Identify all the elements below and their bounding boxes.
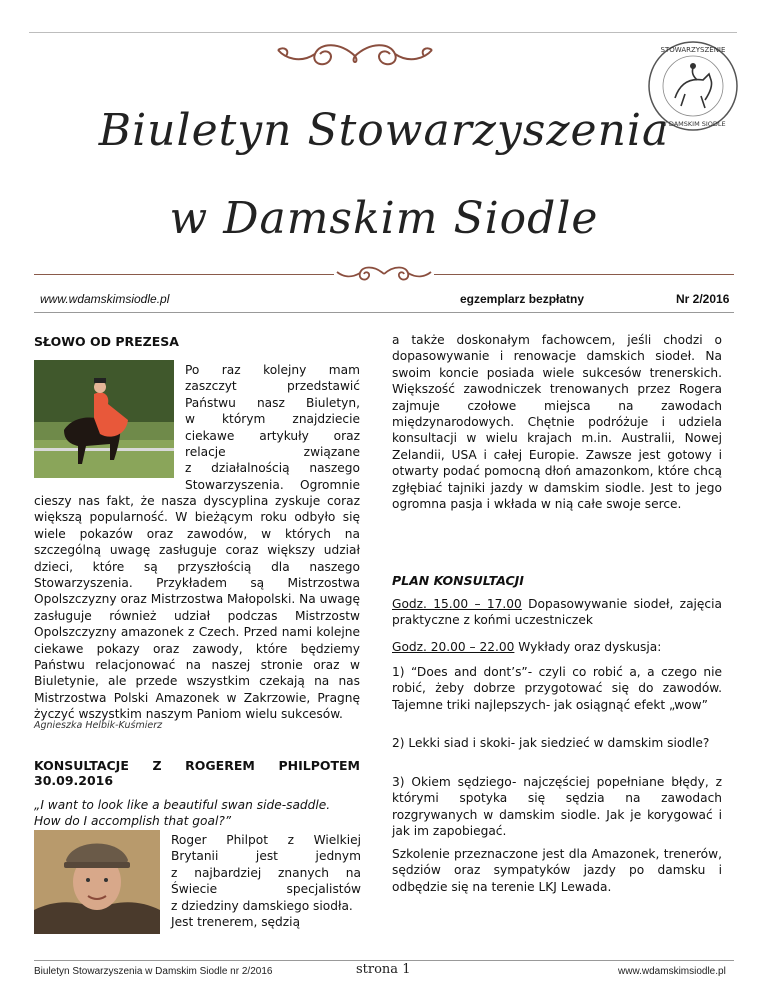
newsletter-title-line2: w Damskim Siodle <box>169 193 599 244</box>
consultation-heading <box>34 758 360 788</box>
intro-line: relacje związane <box>185 445 360 460</box>
slot1-time: Godz. 15.00 – 17.00 <box>392 597 522 611</box>
svg-text:W DAMSKIM SIODLE: W DAMSKIM SIODLE <box>660 120 726 128</box>
slot1-desc: Dopasowywanie siodeł, zajęcia praktyczne z końmi uczestniczek <box>392 597 722 628</box>
plan-item-1: 1) “Does and dont’s”- czyli co robić a, a czego nie robić, żeby dobrze przygotować się do zawodów. Tajemne triki najlepszych- jak osiągnąć efekt „wow” <box>392 665 722 712</box>
plan-item-2: 2) Lekki siad i skoki- jak siedzieć w damskim siodle? <box>392 736 710 750</box>
roger-portrait-photo <box>34 830 160 934</box>
footer-publication: Biuletyn Stowarzyszenia w Damskim Siodle nr 2/2016 <box>34 966 273 977</box>
intro-line: ciekawe artykuły oraz <box>185 428 360 443</box>
president-intro-indented <box>185 362 360 493</box>
top-border <box>29 32 737 33</box>
plan-slot-2 <box>392 639 722 655</box>
roger-continuation: a także doskonałym fachowcem, jeśli chodzi o dopasowywanie i renowacje damskich siodeł. Na swoim koncie posiada wiele sukcesów trenerskich. Większość zawodniczek trenowanych przez Rogera zajmuje czołowe miejsca na zawodach międzynarodowych. Chętnie podróżuje i udziela konsultacji w wielu krajach m.in. Australii, Nowej Zelandii, USA i całej Europie. Zawsze jest gotowy i otwarty podać pomocną dłoń amazonkom, które chcą zgłębiać tajniki jazdy w damskim siodle. Jest to jego ogromna pasja i wkłada w nią całe swoje serce. <box>392 333 722 512</box>
president-letter-body: cieszy nas fakt, że nasza dyscyplina zyskuje coraz większą popularność. W bieżącym roku odbyło się wiele pokazów oraz zawodów, w których na szczególną uwagę zasługuje coraz większy udział dzieci, które są przyszłością dla naszego Stowarzyszenia. Przykładem są Mistrzostwa Opolszczyzny oraz Mistrzostwa Małopolski. Na uwagę zasługuje również udział podczas Mistrzostw Opolszczyzny amazonek z Czech. Przed nami kolejne ciekawe pokazy oraz zawody, które będziemy Państwu relacjonować na naszej stronie oraz w Biuletynie, ale przede wszystkim czekają na nas Mistrzostwa Polski Amazonek w Zakrzowie, Pragnę życzyć wszystkim naszym Paniom wielu sukcesów. <box>34 494 360 722</box>
website-link[interactable]: www.wdamskimsiodle.pl <box>40 292 170 306</box>
rider-photo <box>34 360 174 478</box>
plan-closing: Szkolenie przeznaczone jest dla Amazonek, trenerów, sędziów oraz sympatyków jazdy po damsku i odbędzie się na terenie LKJ Lewada. <box>392 847 722 894</box>
slot2-time: Godz. 20.00 – 22.00 <box>392 640 515 654</box>
intro-line: w którym znajdziecie <box>185 412 360 427</box>
intro-line: z działalnością naszego <box>185 461 360 476</box>
newsletter-title-line1: Biuletyn Stowarzyszenia <box>98 105 670 156</box>
intro-line: Państwu nasz Biuletyn, <box>185 395 360 410</box>
roger-quote: „I want to look like a beautiful swan side-saddle. How do I accomplish that goal?” <box>34 798 331 829</box>
roger-line: z dziedziny damskiego siodła. <box>171 898 353 913</box>
roger-line: Roger Philpot z Wielkiej <box>171 833 361 847</box>
left-column <box>34 334 360 349</box>
roger-line: Świecie specjalistów <box>171 882 361 897</box>
section-title-consultation: KONSULTACJE Z ROGEREM PHILPOTEM <box>34 758 360 773</box>
plan-slot-1 <box>392 596 722 629</box>
free-copy-label: egzemplarz bezpłatny <box>460 292 585 306</box>
plan-item-3: 3) Okiem sędziego- najczęściej popełniane błędy, z którymi spotyka się sędzia na zawodach rozgrywanych w damskim siodle. Jak je korygować i jak im zapobiegać. <box>392 775 722 839</box>
meta-divider <box>34 312 734 313</box>
section-title-president: SŁOWO OD PREZESA <box>34 334 179 349</box>
roger-line: Jest trenerem, sędzią <box>171 915 301 930</box>
issue-number: Nr 2/2016 <box>676 292 730 306</box>
footer-divider <box>34 960 734 961</box>
intro-line: zaszczyt przedstawić <box>185 379 360 394</box>
intro-line: Po raz kolejny mam <box>185 363 360 377</box>
top-ornament-icon <box>270 38 440 74</box>
president-signature: Agnieszka Helbik-Kuśmierz <box>34 720 163 731</box>
roger-line: z najbardziej znanych na <box>171 865 361 880</box>
roger-intro-indented <box>171 832 361 930</box>
roger-line: Brytanii jest jednym <box>171 849 361 864</box>
consultation-date: 30.09.2016 <box>34 773 114 788</box>
svg-text:STOWARZYSZENIE: STOWARZYSZENIE <box>660 46 726 54</box>
intro-line: Stowarzyszenia. Ogromnie <box>185 477 360 492</box>
section-title-plan: PLAN KONSULTACJI <box>392 573 524 588</box>
plan-heading-block <box>392 573 722 588</box>
page-number: strona 1 <box>356 962 411 977</box>
slot2-desc: Wykłady oraz dyskusja: <box>514 640 662 654</box>
footer-website-link[interactable]: www.wdamskimsiodle.pl <box>618 966 726 977</box>
divider-ornament-icon <box>334 263 434 285</box>
